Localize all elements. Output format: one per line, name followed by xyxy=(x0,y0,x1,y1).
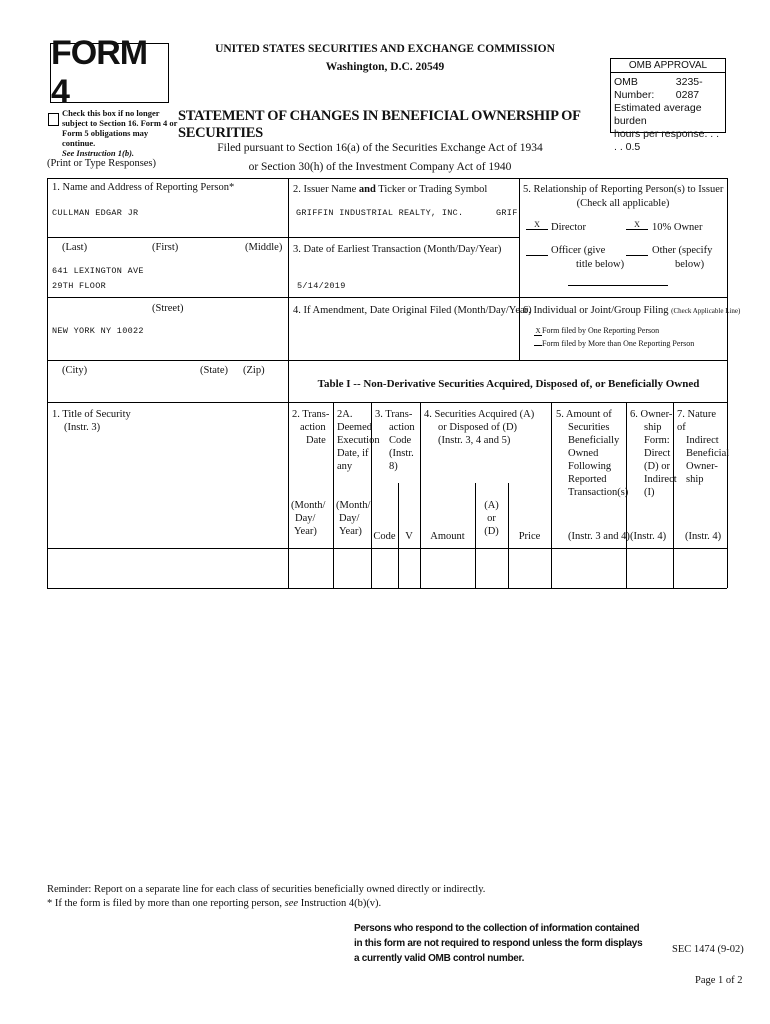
col7-line5: ship xyxy=(686,474,704,485)
col5-line6: Reported xyxy=(568,474,607,485)
agency-address: Washington, D.C. 20549 xyxy=(325,61,445,73)
last-label: (Last) xyxy=(62,242,88,253)
box2-label-and: and xyxy=(358,184,376,195)
other-label-line2: below) xyxy=(675,259,705,270)
notice-line3: a currently valid OMB control number. xyxy=(354,953,525,964)
state-label: (State) xyxy=(200,365,228,376)
col2a-sub1: (Month/ xyxy=(336,500,371,511)
col2a-sub3: Year) xyxy=(339,526,362,537)
col3-line3: Code xyxy=(389,435,412,446)
col3-line1: 3. Trans- xyxy=(375,409,413,420)
omb-burden-line2: hours per response. . . . . 0.5 xyxy=(614,128,720,153)
sec-form-code: SEC 1474 (9-02) xyxy=(672,944,744,955)
officer-label-line1: Officer (give xyxy=(551,245,606,256)
other-label-line1: Other (specify xyxy=(652,245,713,256)
officer-label-line2: title below) xyxy=(576,259,625,270)
table1-title: Table I -- Non-Derivative Securities Acquired, Disposed of, or Beneficially Owned xyxy=(317,378,700,390)
statement-title: STATEMENT OF CHANGES IN BENEFICIAL OWNERSHIP OF SECURITIES xyxy=(178,108,581,141)
box4-label: 4. If Amendment, Date Original Filed (Month/Day/Year) xyxy=(293,305,532,316)
ten-percent-label: 10% Owner xyxy=(652,222,703,233)
box2-label xyxy=(293,183,487,196)
box5-label-line2: (Check all applicable) xyxy=(576,198,670,209)
col4-line2: or Disposed of (D) xyxy=(438,422,518,433)
col6-line1: 6. Owner- xyxy=(630,409,673,420)
col2a-units xyxy=(336,499,372,538)
col2-line1: 2. Trans- xyxy=(292,409,330,420)
other-checkbox[interactable] xyxy=(626,244,648,256)
filed-pursuant-line2: or Section 30(h) of the Investment Company Act of 1940 xyxy=(248,161,512,173)
check-text-line3: Form 5 obligations may continue. xyxy=(62,128,149,148)
officer-checkbox[interactable] xyxy=(526,244,548,256)
col6-line7: (I) xyxy=(644,487,655,498)
col-nature-of-ownership xyxy=(677,408,730,486)
box6-label-note: (Check Applicable Line) xyxy=(671,307,741,315)
street-label: (Street) xyxy=(152,303,184,314)
city-label: (City) xyxy=(62,365,88,376)
col6-line2: ship xyxy=(644,422,662,433)
agency-name: UNITED STATES SECURITIES AND EXCHANGE COMMISSION xyxy=(215,43,555,55)
multiple-persons-label: Form filed by More than One Reporting Person xyxy=(542,339,695,348)
multiple-persons-blank xyxy=(534,339,542,346)
box6-label-text: 6. Individual or Joint/Group Filing xyxy=(523,305,669,316)
col2a-line4: Date, if xyxy=(337,448,369,459)
address-line2: 29TH FLOOR xyxy=(52,281,107,291)
col5-instr: (Instr. 3 and 4) xyxy=(568,531,630,542)
col2a-sub2: Day/ xyxy=(339,513,360,524)
col6-line3: Form: xyxy=(644,435,670,446)
col-title-of-security xyxy=(52,408,131,434)
col4-aod1: (A) xyxy=(484,500,499,511)
omb-approval-box xyxy=(610,58,726,153)
col7-line3: Beneficial xyxy=(686,448,730,459)
col5-line3: Beneficially xyxy=(568,435,620,446)
check-text-line2: subject to Section 16. Form 4 or xyxy=(62,118,178,128)
col7-line1: 7. Nature of xyxy=(677,409,717,433)
asterisk-note xyxy=(47,898,381,909)
col2-units xyxy=(291,499,333,538)
ticker-symbol: GRIF xyxy=(496,208,518,218)
col3-code-label: Code xyxy=(373,531,396,542)
notice-line2: in this form are not required to respond unless the form displays xyxy=(354,938,643,949)
col7-line4: Owner- xyxy=(686,461,718,472)
col4-line3: (Instr. 3, 4 and 5) xyxy=(438,435,511,446)
col4-line1: 4. Securities Acquired (A) xyxy=(424,409,535,420)
col5-line1: 5. Amount of xyxy=(556,409,612,420)
col3-line2: action xyxy=(389,422,415,433)
asterisk-see: see xyxy=(284,898,299,909)
box6-label xyxy=(523,304,740,318)
col3-line4: (Instr. 8) xyxy=(389,448,414,472)
asterisk-post: Instruction 4(b)(v). xyxy=(298,898,382,909)
reminder-note: Reminder: Report on a separate line for each class of securities beneficially owned directly or indirectly. xyxy=(47,884,486,895)
col-transaction-date xyxy=(292,408,332,447)
col-securities-acquired xyxy=(424,408,550,447)
box1-label: 1. Name and Address of Reporting Person* xyxy=(52,182,235,193)
box2-label-pre: 2. Issuer Name xyxy=(293,184,359,195)
col7-line2: Indirect xyxy=(686,435,719,446)
director-label: Director xyxy=(551,222,586,233)
print-type-note: (Print or Type Responses) xyxy=(47,158,157,169)
one-person-checkmark: X xyxy=(535,327,541,335)
omb-number-label: OMB Number: xyxy=(614,76,655,101)
col3-v-label: V xyxy=(405,531,413,542)
check-text-line4: See Instruction 1(b). xyxy=(62,148,135,158)
col5-line2: Securities xyxy=(568,422,610,433)
issuer-name: GRIFFIN INDUSTRIAL REALTY, INC. xyxy=(296,208,464,218)
col-ownership-form xyxy=(630,408,677,499)
col6-line5: (D) or xyxy=(644,461,670,472)
col5-line4: Owned xyxy=(568,448,599,459)
omb-number-value: 3235-0287 xyxy=(675,76,703,101)
one-reporting-person-option[interactable] xyxy=(534,326,659,336)
col4-aod3: (D) xyxy=(484,526,499,537)
col2a-line3: Execution xyxy=(337,435,380,446)
col-transaction-code xyxy=(375,408,421,473)
col5-line5: Following xyxy=(568,461,612,472)
city-state-zip-value: NEW YORK NY 10022 xyxy=(52,326,144,336)
col2a-line1: 2A. xyxy=(337,409,353,420)
page-number: Page 1 of 2 xyxy=(695,975,743,986)
table-row[interactable] xyxy=(48,549,726,587)
col2a-line5: any xyxy=(337,461,353,472)
earliest-transaction-date: 5/14/2019 xyxy=(297,281,346,291)
form-title: FORM 4 xyxy=(50,43,169,103)
col1-line2: (Instr. 3) xyxy=(64,422,101,433)
ten-percent-checkmark[interactable]: X xyxy=(626,220,648,230)
col-deemed-execution-date xyxy=(337,408,380,473)
zip-label: (Zip) xyxy=(243,365,265,376)
notice-line1: Persons who respond to the collection of information contained xyxy=(354,923,640,934)
box3-label: 3. Date of Earliest Transaction (Month/Day/Year) xyxy=(293,244,502,255)
col4-price-label: Price xyxy=(518,531,541,542)
middle-label: (Middle) xyxy=(245,242,283,253)
box5-label-line1: 5. Relationship of Reporting Person(s) to Issuer xyxy=(523,184,724,195)
col2-sub1: (Month/ xyxy=(291,500,326,511)
filed-pursuant-line1: Filed pursuant to Section 16(a) of the Securities Exchange Act of 1934 xyxy=(217,142,543,154)
officer-title-line[interactable] xyxy=(568,285,668,286)
no-longer-subject-checkbox[interactable] xyxy=(48,113,59,126)
col7-instr: (Instr. 4) xyxy=(685,531,722,542)
col2-line3: Date xyxy=(306,435,326,446)
multiple-reporting-persons-option[interactable] xyxy=(534,339,694,349)
col4-amount-label: Amount xyxy=(430,531,465,542)
col2-sub3: Year) xyxy=(294,526,317,537)
one-person-label: Form filed by One Reporting Person xyxy=(542,326,660,335)
asterisk-pre: * If the form is filed by more than one reporting person, xyxy=(47,898,285,909)
col6-instr: (Instr. 4) xyxy=(630,531,667,542)
omb-burden-line1: Estimated average burden xyxy=(614,102,702,127)
box2-label-post: Ticker or Trading Symbol xyxy=(375,184,488,195)
col1-line1: 1. Title of Security xyxy=(52,409,131,420)
check-box-text xyxy=(62,108,182,158)
col6-line6: Indirect xyxy=(644,474,677,485)
col-amount-owned xyxy=(556,408,629,499)
col6-line4: Direct xyxy=(644,448,671,459)
first-label: (First) xyxy=(152,242,179,253)
col4-a-or-d-label xyxy=(475,499,508,538)
address-line1: 641 LEXINGTON AVE xyxy=(52,266,144,276)
check-text-line1: Check this box if no longer xyxy=(62,108,160,118)
col2a-line2: Deemed xyxy=(337,422,372,433)
col2-sub2: Day/ xyxy=(295,513,316,524)
col4-aod2: or xyxy=(487,513,496,524)
director-checkmark[interactable]: X xyxy=(526,220,548,230)
col2-line2: action xyxy=(300,422,326,433)
omb-heading: OMB APPROVAL xyxy=(611,59,725,73)
omb-control-notice xyxy=(354,921,644,966)
reporting-person-name: CULLMAN EDGAR JR xyxy=(52,208,139,218)
col5-line7: Transaction(s) xyxy=(568,487,629,498)
